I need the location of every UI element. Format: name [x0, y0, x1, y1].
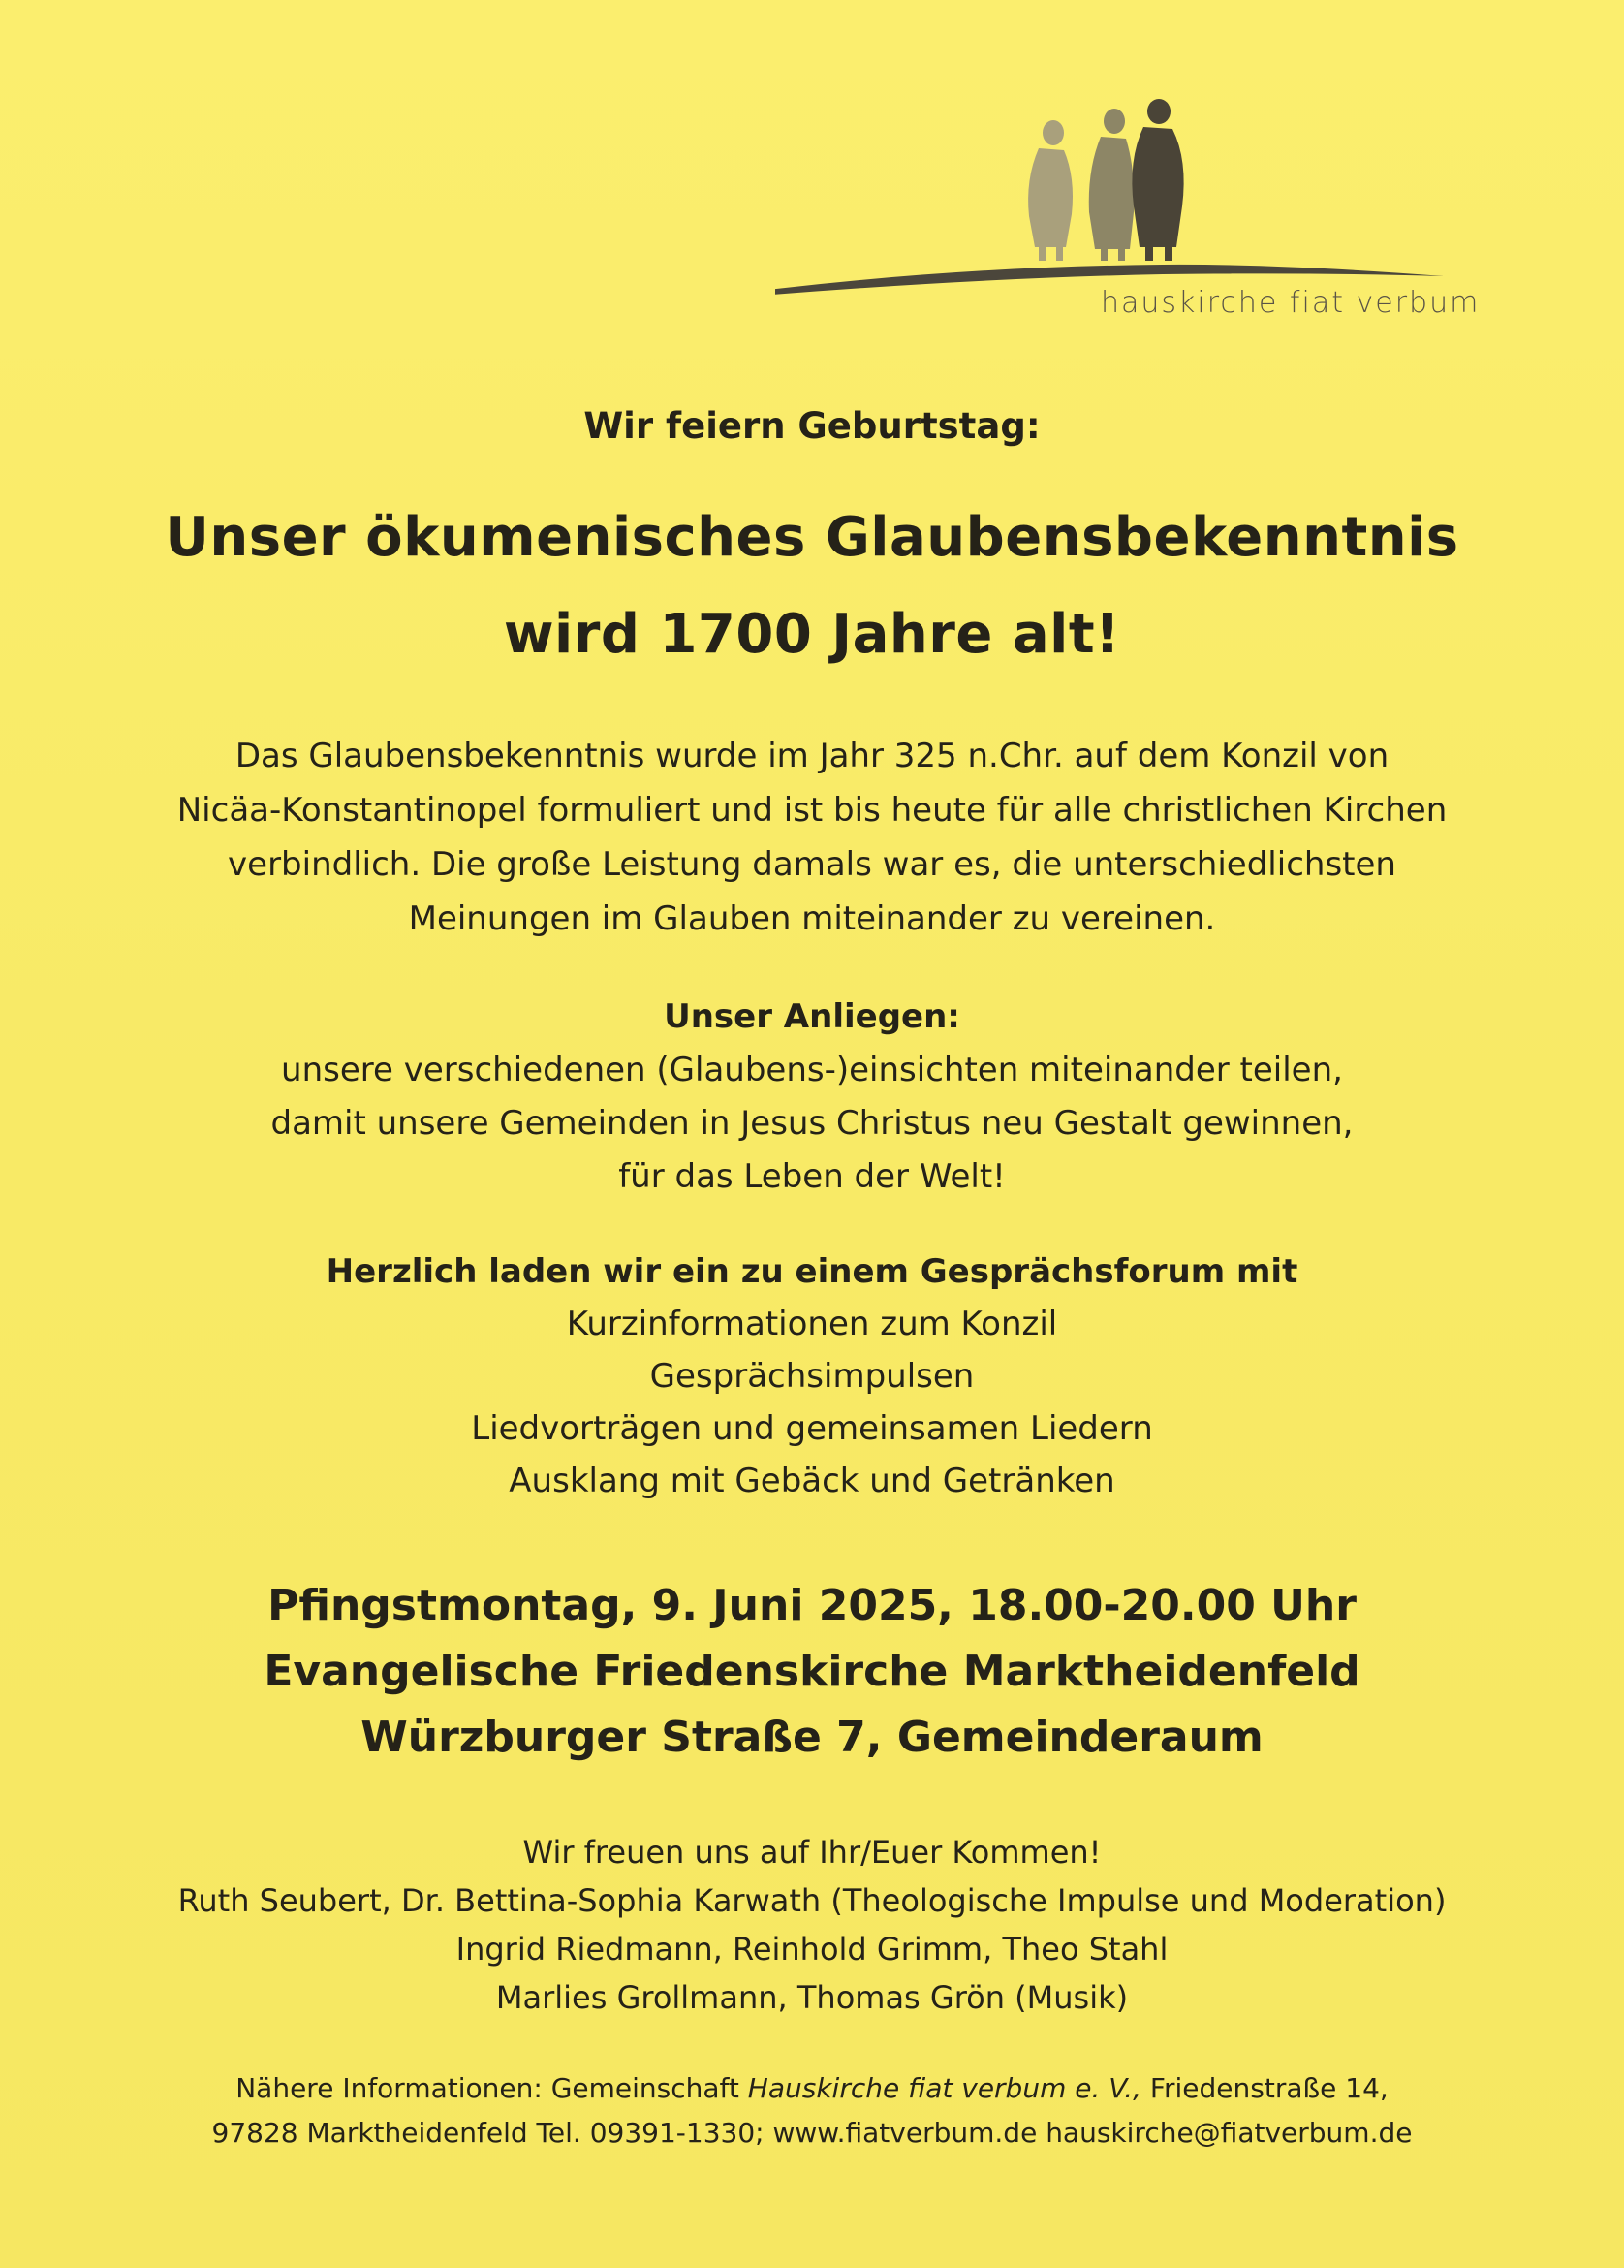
footer-line-1: [0, 2066, 1624, 2111]
event-address: Würzburger Straße 7, Gemeinderaum: [360, 1713, 1264, 1762]
headline-line: Unser ökumenisches Glaubensbekenntnis: [165, 506, 1459, 569]
concern-line: für das Leben der Welt!: [618, 1157, 1006, 1196]
concern-line: unsere verschiedenen (Glaubens-)einsichten miteinander teilen,: [281, 1051, 1343, 1089]
event-details: [0, 1573, 1624, 1771]
invitation-section: [0, 1245, 1624, 1507]
hauskirche-logo: [775, 92, 1521, 334]
concern-section: [0, 991, 1624, 1204]
closing-people: Marlies Grollmann, Thomas Grön (Musik): [495, 1979, 1129, 2016]
headline: [0, 489, 1624, 683]
footer-info: [0, 2066, 1624, 2156]
event-date-time: Pfingstmontag, 9. Juni 2025, 18.00-20.00 Uhr: [267, 1581, 1357, 1630]
event-venue: Evangelische Friedenskirche Marktheidenfeld: [264, 1647, 1360, 1696]
intro-line: Das Glaubensbekenntnis wurde im Jahr 325 n.Chr. auf dem Konzil von: [234, 737, 1390, 775]
intro-line: verbindlich. Die große Leistung damals war es, die unterschiedlichsten: [228, 845, 1396, 884]
footer-org-name: Hauskirche fiat verbum e. V.,: [747, 2072, 1142, 2104]
logo-wordmark: hauskirche fiat verbum: [1101, 286, 1481, 320]
closing-people: Ruth Seubert, Dr. Bettina-Sophia Karwath (Theologische Impulse und Moderation): [177, 1882, 1447, 1919]
closing-section: [0, 1828, 1624, 2022]
invitation-item: Kurzinformationen zum Konzil: [566, 1305, 1058, 1343]
intro-line: Nicäa-Konstantinopel formuliert und ist bis heute für alle christlichen Kirchen: [176, 791, 1448, 830]
closing-greeting: Wir freuen uns auf Ihr/Euer Kommen!: [522, 1834, 1102, 1871]
intro-line: Meinungen im Glauben miteinander zu vereinen.: [408, 899, 1216, 938]
headline-line: wird 1700 Jahre alt!: [503, 603, 1121, 666]
invitation-item: Ausklang mit Gebäck und Getränken: [509, 1462, 1115, 1500]
invitation-item: Liedvorträgen und gemeinsamen Liedern: [471, 1409, 1153, 1448]
closing-people: Ingrid Riedmann, Reinhold Grimm, Theo Stahl: [455, 1931, 1169, 1968]
invitation-label: Herzlich laden wir ein zu einem Gesprächsforum mit: [326, 1252, 1298, 1291]
concern-line: damit unsere Gemeinden in Jesus Christus neu Gestalt gewinnen,: [270, 1104, 1354, 1143]
kicker: Wir feiern Geburtstag:: [583, 405, 1041, 447]
invitation-item: Gesprächsimpulsen: [649, 1357, 975, 1396]
intro-paragraph: [0, 729, 1624, 946]
footer-line-2: 97828 Marktheidenfeld Tel. 09391-1330; www.fiatverbum.de hauskirche@fiatverbum.de: [211, 2117, 1413, 2149]
footer-prefix: Nähere Informationen: Gemeinschaft: [235, 2072, 748, 2104]
concern-label: Unser Anliegen:: [664, 997, 960, 1036]
footer-street: Friedenstraße 14,: [1141, 2072, 1389, 2104]
